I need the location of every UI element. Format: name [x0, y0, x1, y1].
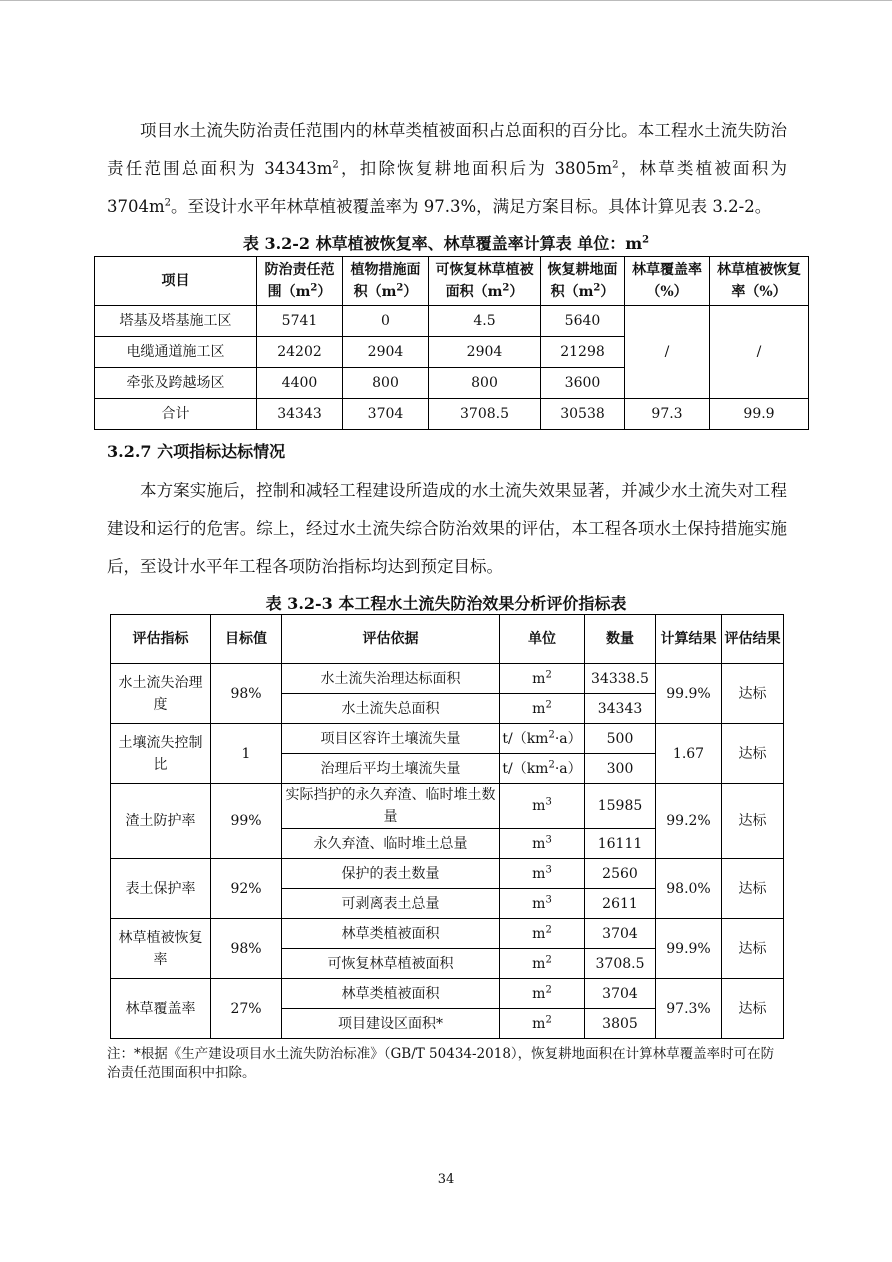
cell-area: 4400 — [257, 368, 343, 399]
cell-unit — [500, 829, 585, 859]
cell-area: 34343 — [257, 399, 343, 430]
table-caption — [0, 231, 892, 254]
cell-target: 1 — [211, 724, 282, 784]
cell-coverage-merged: / — [625, 306, 710, 399]
cell-unit — [500, 664, 585, 694]
table-row — [111, 859, 784, 889]
cell-basis: 可恢复林草植被面积 — [282, 949, 500, 979]
header-area — [257, 257, 343, 306]
superscript: 2 — [164, 197, 172, 209]
table-row — [111, 919, 784, 949]
header-farmland — [541, 257, 625, 306]
cell-target: 98% — [211, 919, 282, 979]
superscript: 2 — [545, 983, 552, 995]
cell-name: 塔基及塔基施工区 — [95, 306, 257, 337]
cell-indicator: 水土流失治理度 — [111, 664, 211, 724]
cell-quantity: 34338.5 — [585, 664, 656, 694]
cell-name: 合计 — [95, 399, 257, 430]
superscript: 2 — [612, 159, 619, 171]
paragraph-text: 。至设计水平年林草植被覆盖率为 97.3%，满足方案目标。具体计算见表 3.2-2。 — [171, 197, 772, 216]
header-text: ） — [403, 284, 418, 300]
cell-area: 5741 — [257, 306, 343, 337]
cell-plant: 3704 — [343, 399, 429, 430]
cell-evaluation: 达标 — [722, 784, 784, 859]
cell-recoverable: 3708.5 — [429, 399, 541, 430]
table-header-row — [95, 257, 809, 306]
table-row — [111, 724, 784, 754]
table-note: 注：*根据《生产建设项目水土流失防治标准》（GB/T 50434-2018），恢复耕地面积在计算林草覆盖率时可在防治责任范围面积中扣除。 — [107, 1046, 775, 1081]
page-number: 34 — [437, 1172, 455, 1187]
cell-indicator: 林草植被恢复率 — [111, 919, 211, 979]
cell-target: 27% — [211, 979, 282, 1039]
cell-target: 99% — [211, 784, 282, 859]
cell-indicator: 表土保护率 — [111, 859, 211, 919]
cell-basis: 水土流失总面积 — [282, 694, 500, 724]
cell-evaluation: 达标 — [722, 919, 784, 979]
cell-result: 1.67 — [656, 724, 722, 784]
cell-coverage: 97.3 — [625, 399, 710, 430]
unit-text: m — [532, 798, 546, 814]
cell-quantity: 2611 — [585, 889, 656, 919]
unit-text: m — [532, 835, 546, 852]
cell-basis: 可剥离表土总量 — [282, 889, 500, 919]
header-text: ） — [509, 284, 524, 300]
header-text: 恢复耕地面积（m — [547, 262, 618, 300]
header-plant — [343, 257, 429, 306]
header-recovery: 林草植被恢复率（%） — [710, 257, 809, 306]
superscript: 2 — [545, 953, 552, 965]
unit-text: m — [532, 670, 546, 687]
superscript: 3 — [545, 863, 552, 875]
header-indicator: 评估指标 — [111, 615, 211, 664]
unit-text: ·a） — [554, 760, 582, 777]
header-evaluation: 评估结果 — [722, 615, 784, 664]
unit-text: m — [532, 1015, 546, 1032]
cell-target: 98% — [211, 664, 282, 724]
cell-unit — [500, 949, 585, 979]
cell-evaluation: 达标 — [722, 979, 784, 1039]
cell-recoverable: 4.5 — [429, 306, 541, 337]
table-total-row — [95, 399, 809, 430]
cell-unit — [500, 754, 585, 784]
cell-basis: 林草类植被面积 — [282, 919, 500, 949]
cell-evaluation: 达标 — [722, 724, 784, 784]
superscript: 2 — [545, 923, 552, 935]
superscript: 3 — [545, 833, 552, 845]
header-basis: 评估依据 — [282, 615, 500, 664]
header-target: 目标值 — [211, 615, 282, 664]
unit-text: m — [532, 985, 546, 1002]
table-row — [111, 979, 784, 1009]
cell-unit — [500, 724, 585, 754]
cell-quantity: 16111 — [585, 829, 656, 859]
cell-basis: 永久弃渣、临时堆土总量 — [282, 829, 500, 859]
header-text: ） — [317, 284, 332, 300]
header-text: ） — [600, 284, 615, 300]
cell-recoverable: 800 — [429, 368, 541, 399]
cell-farmland: 21298 — [541, 337, 625, 368]
header-text: 植物措施面积（m — [350, 262, 421, 300]
paragraph-summary: 本方案实施后，控制和减轻工程建设所造成的水土流失效果显著，并减少水土流失对工程建设和运行的危害。综上，经过水土流失综合防治效果的评估，本工程各项水土保持措施实施后，至设计水平年工程各项防治指标均达到预定目标。 — [107, 481, 787, 576]
unit-text: m — [532, 895, 546, 912]
superscript: 2 — [396, 282, 404, 294]
superscript: 2 — [545, 698, 552, 710]
section-heading: 3.2.7 六项指标达标情况 — [107, 442, 286, 461]
header-text: 可恢复林草植被面积（m — [435, 262, 534, 300]
unit-text: m — [532, 955, 546, 972]
cell-quantity: 2560 — [585, 859, 656, 889]
superscript: 2 — [642, 234, 650, 246]
cell-basis: 保护的表土数量 — [282, 859, 500, 889]
cell-unit — [500, 979, 585, 1009]
superscript: 2 — [593, 282, 601, 294]
table-row — [111, 664, 784, 694]
cell-result: 97.3% — [656, 979, 722, 1039]
cell-quantity: 3704 — [585, 979, 656, 1009]
superscript: 2 — [545, 1013, 552, 1025]
top-rule — [0, 0, 892, 1]
caption-text: 表 3.2-2 林草植被恢复率、林草覆盖率计算表 单位：m — [242, 234, 643, 253]
superscript: 2 — [310, 282, 318, 294]
table-row — [95, 306, 809, 337]
table-row — [111, 784, 784, 829]
cell-unit — [500, 1009, 585, 1039]
cell-quantity: 3805 — [585, 1009, 656, 1039]
cell-basis: 治理后平均土壤流失量 — [282, 754, 500, 784]
header-item: 项目 — [95, 257, 257, 306]
cell-result: 99.9% — [656, 664, 722, 724]
cell-result: 99.2% — [656, 784, 722, 859]
cell-basis: 水土流失治理达标面积 — [282, 664, 500, 694]
recovery-rate-table — [94, 256, 809, 430]
unit-text: ·a） — [554, 730, 582, 747]
paragraph-text: 项目水土流失防治责任范围内的林草类植被面积占总面积的百分比。本工程水土流失防治责任范围总面积为 34343m — [107, 121, 787, 178]
unit-text: t/（km — [502, 760, 549, 777]
cell-recovery-merged: / — [710, 306, 809, 399]
cell-name: 电缆通道施工区 — [95, 337, 257, 368]
cell-indicator: 林草覆盖率 — [111, 979, 211, 1039]
cell-area: 24202 — [257, 337, 343, 368]
cell-basis: 林草类植被面积 — [282, 979, 500, 1009]
cell-basis: 项目建设区面积* — [282, 1009, 500, 1039]
cell-recovery: 99.9 — [710, 399, 809, 430]
header-unit: 单位 — [500, 615, 585, 664]
superscript: 3 — [545, 796, 552, 808]
cell-farmland: 5640 — [541, 306, 625, 337]
unit-text: m — [532, 865, 546, 882]
cell-farmland: 3600 — [541, 368, 625, 399]
cell-target: 92% — [211, 859, 282, 919]
header-coverage: 林草覆盖率（%） — [625, 257, 710, 306]
evaluation-indicator-table — [110, 614, 784, 1039]
cell-unit — [500, 889, 585, 919]
table-caption: 表 3.2-3 本工程水土流失防治效果分析评价指标表 — [265, 594, 627, 613]
paragraph-coverage — [107, 112, 787, 226]
cell-unit — [500, 694, 585, 724]
cell-quantity: 15985 — [585, 784, 656, 829]
cell-basis: 实际挡护的永久弃渣、临时堆土数量 — [282, 784, 500, 829]
cell-quantity: 34343 — [585, 694, 656, 724]
table-header-row — [111, 615, 784, 664]
cell-quantity: 500 — [585, 724, 656, 754]
cell-plant: 0 — [343, 306, 429, 337]
cell-name: 牵张及跨越场区 — [95, 368, 257, 399]
cell-basis: 项目区容许土壤流失量 — [282, 724, 500, 754]
cell-recoverable: 2904 — [429, 337, 541, 368]
cell-unit — [500, 784, 585, 829]
paragraph-text: ，扣除恢复耕地面积后为 3805m — [338, 159, 613, 178]
cell-result: 98.0% — [656, 859, 722, 919]
cell-evaluation: 达标 — [722, 859, 784, 919]
unit-text: m — [532, 925, 546, 942]
cell-quantity: 300 — [585, 754, 656, 784]
cell-unit — [500, 859, 585, 889]
cell-farmland: 30538 — [541, 399, 625, 430]
unit-text: t/（km — [502, 730, 549, 747]
cell-plant: 2904 — [343, 337, 429, 368]
cell-plant: 800 — [343, 368, 429, 399]
superscript: 3 — [545, 893, 552, 905]
cell-indicator: 渣土防护率 — [111, 784, 211, 859]
cell-indicator: 土壤流失控制比 — [111, 724, 211, 784]
header-recoverable — [429, 257, 541, 306]
superscript: 2 — [502, 282, 510, 294]
header-result: 计算结果 — [656, 615, 722, 664]
superscript: 2 — [548, 728, 555, 740]
cell-evaluation: 达标 — [722, 664, 784, 724]
superscript: 2 — [545, 668, 552, 680]
header-text: 防治责任范围（m — [264, 262, 335, 300]
paragraph-text: ，林草类植被面积为 3704m — [107, 159, 787, 216]
cell-quantity: 3704 — [585, 919, 656, 949]
header-quantity: 数量 — [585, 615, 656, 664]
cell-unit — [500, 919, 585, 949]
unit-text: m — [532, 700, 546, 717]
superscript: 2 — [332, 159, 339, 171]
superscript: 2 — [548, 758, 555, 770]
cell-quantity: 3708.5 — [585, 949, 656, 979]
cell-result: 99.9% — [656, 919, 722, 979]
